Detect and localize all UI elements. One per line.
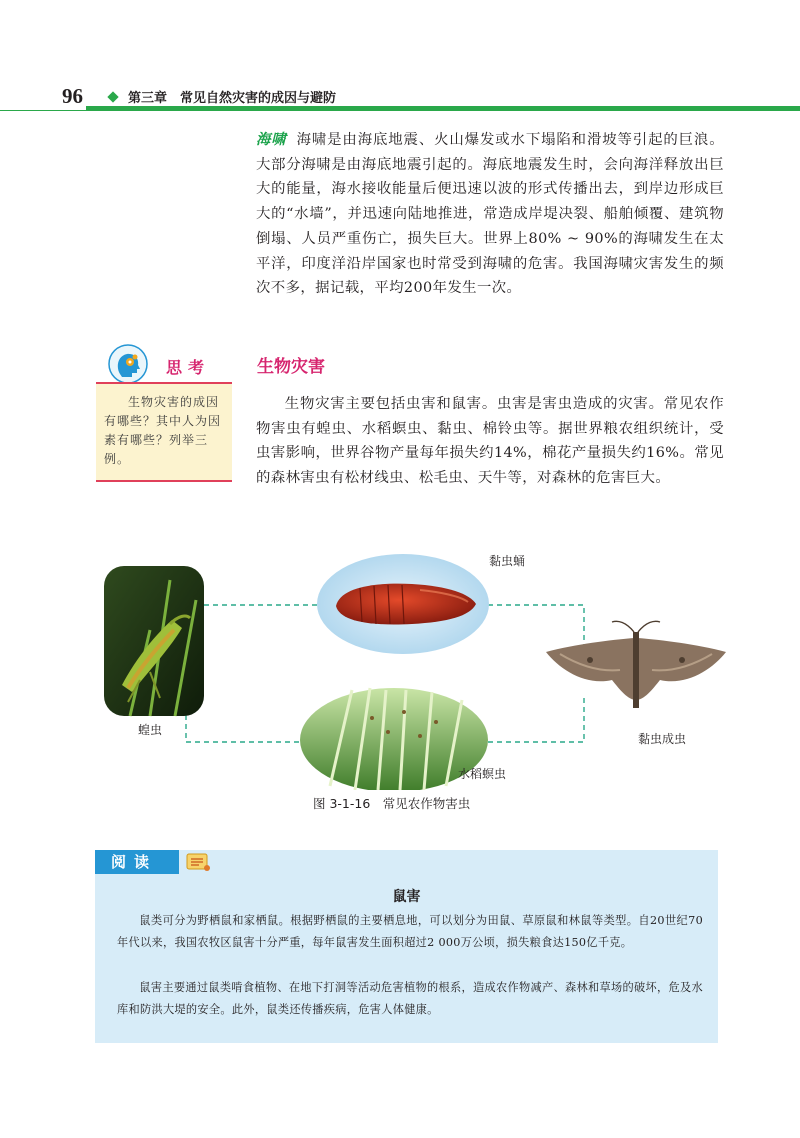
pests-figure-graphic: [0, 540, 800, 790]
figure-caption: 图 3-1-16 常见农作物害虫: [313, 796, 471, 811]
diamond-bullet-icon: [107, 91, 118, 102]
label-moth: 黏虫成虫: [638, 732, 687, 746]
header-rule-thin: [0, 110, 800, 111]
locust-photo: [104, 566, 204, 716]
bio-paragraph: 生物灾害主要包括虫害和鼠害。虫害是害虫造成的灾害。常见农作物害虫有蝗虫、水稻螟虫、黏虫、棉铃虫等。据世界粮农组织统计，受虫害影响，世界谷物产量每年损失约14%，棉花产量损失约16%。常见的森林害虫有松材线虫、松毛虫、天牛等，对森林的危害巨大。: [256, 396, 724, 487]
head-gears-icon: [108, 344, 148, 384]
reading-paragraph-1: 鼠类可分为野栖鼠和家栖鼠。根据野栖鼠的主要栖息地，可以划分为田鼠、草原鼠和林鼠等类型。自20世纪70年代以来，我国农牧区鼠害十分严重，每年鼠害发生面积超过2 000万公顷，损失粮食达150亿千克。: [117, 914, 703, 949]
pupa-photo: [317, 554, 489, 654]
think-rule-bottom: [96, 480, 232, 482]
tsunami-term: 海啸: [256, 132, 287, 148]
reading-paragraph-2: 鼠害主要通过鼠类啃食植物、在地下打洞等活动危害植物的根系，造成农作物减产、森林和草场的破坏，危及水库和防洪大堤的安全。此外，鼠类还传播疾病，危害人体健康。: [117, 981, 703, 1016]
think-header: [108, 344, 232, 382]
label-pupa: 黏虫蛹: [489, 554, 526, 568]
section-heading-bio-disaster: 生物灾害: [257, 357, 325, 377]
label-rice-borer: 水稻螟虫: [458, 767, 507, 781]
think-label: 思考: [166, 358, 211, 377]
think-text: 生物灾害的成因有哪些？其中人为因素有哪些？列举三例。: [104, 395, 222, 466]
chapter-title: 第三章 常见自然灾害的成因与避防: [128, 91, 337, 106]
label-locust: 蝗虫: [138, 723, 163, 737]
pests-figure: [0, 540, 800, 830]
scroll-icon: [185, 851, 211, 873]
think-box: [96, 340, 232, 485]
page-number: 96: [62, 84, 83, 108]
reading-box: [95, 850, 718, 1043]
reading-tab: 阅读: [95, 850, 179, 874]
tsunami-paragraph: [256, 128, 724, 301]
moth-photo: [546, 621, 726, 708]
tsunami-text: 海啸是由海底地震、火山爆发或水下塌陷和滑坡等引起的巨浪。大部分海啸是由海底地震引起的。海底地震发生时，会向海洋释放出巨大的能量，海水接收能量后便迅速以波的形式传播出去，到岸边形成巨大的“水墙”，并迅速向陆地推进，常造成岸堤决裂、船舶倾覆、建筑物倒塌、人员严重伤亡，损失巨大。世界上80% ~ 90%的海啸发生在太平洋，印度洋沿岸国家也时常受到海啸的危害。我国海啸灾害发生的频次不多，据记载，平均200年发生一次。: [256, 132, 724, 297]
reading-title: 鼠害: [392, 889, 421, 905]
